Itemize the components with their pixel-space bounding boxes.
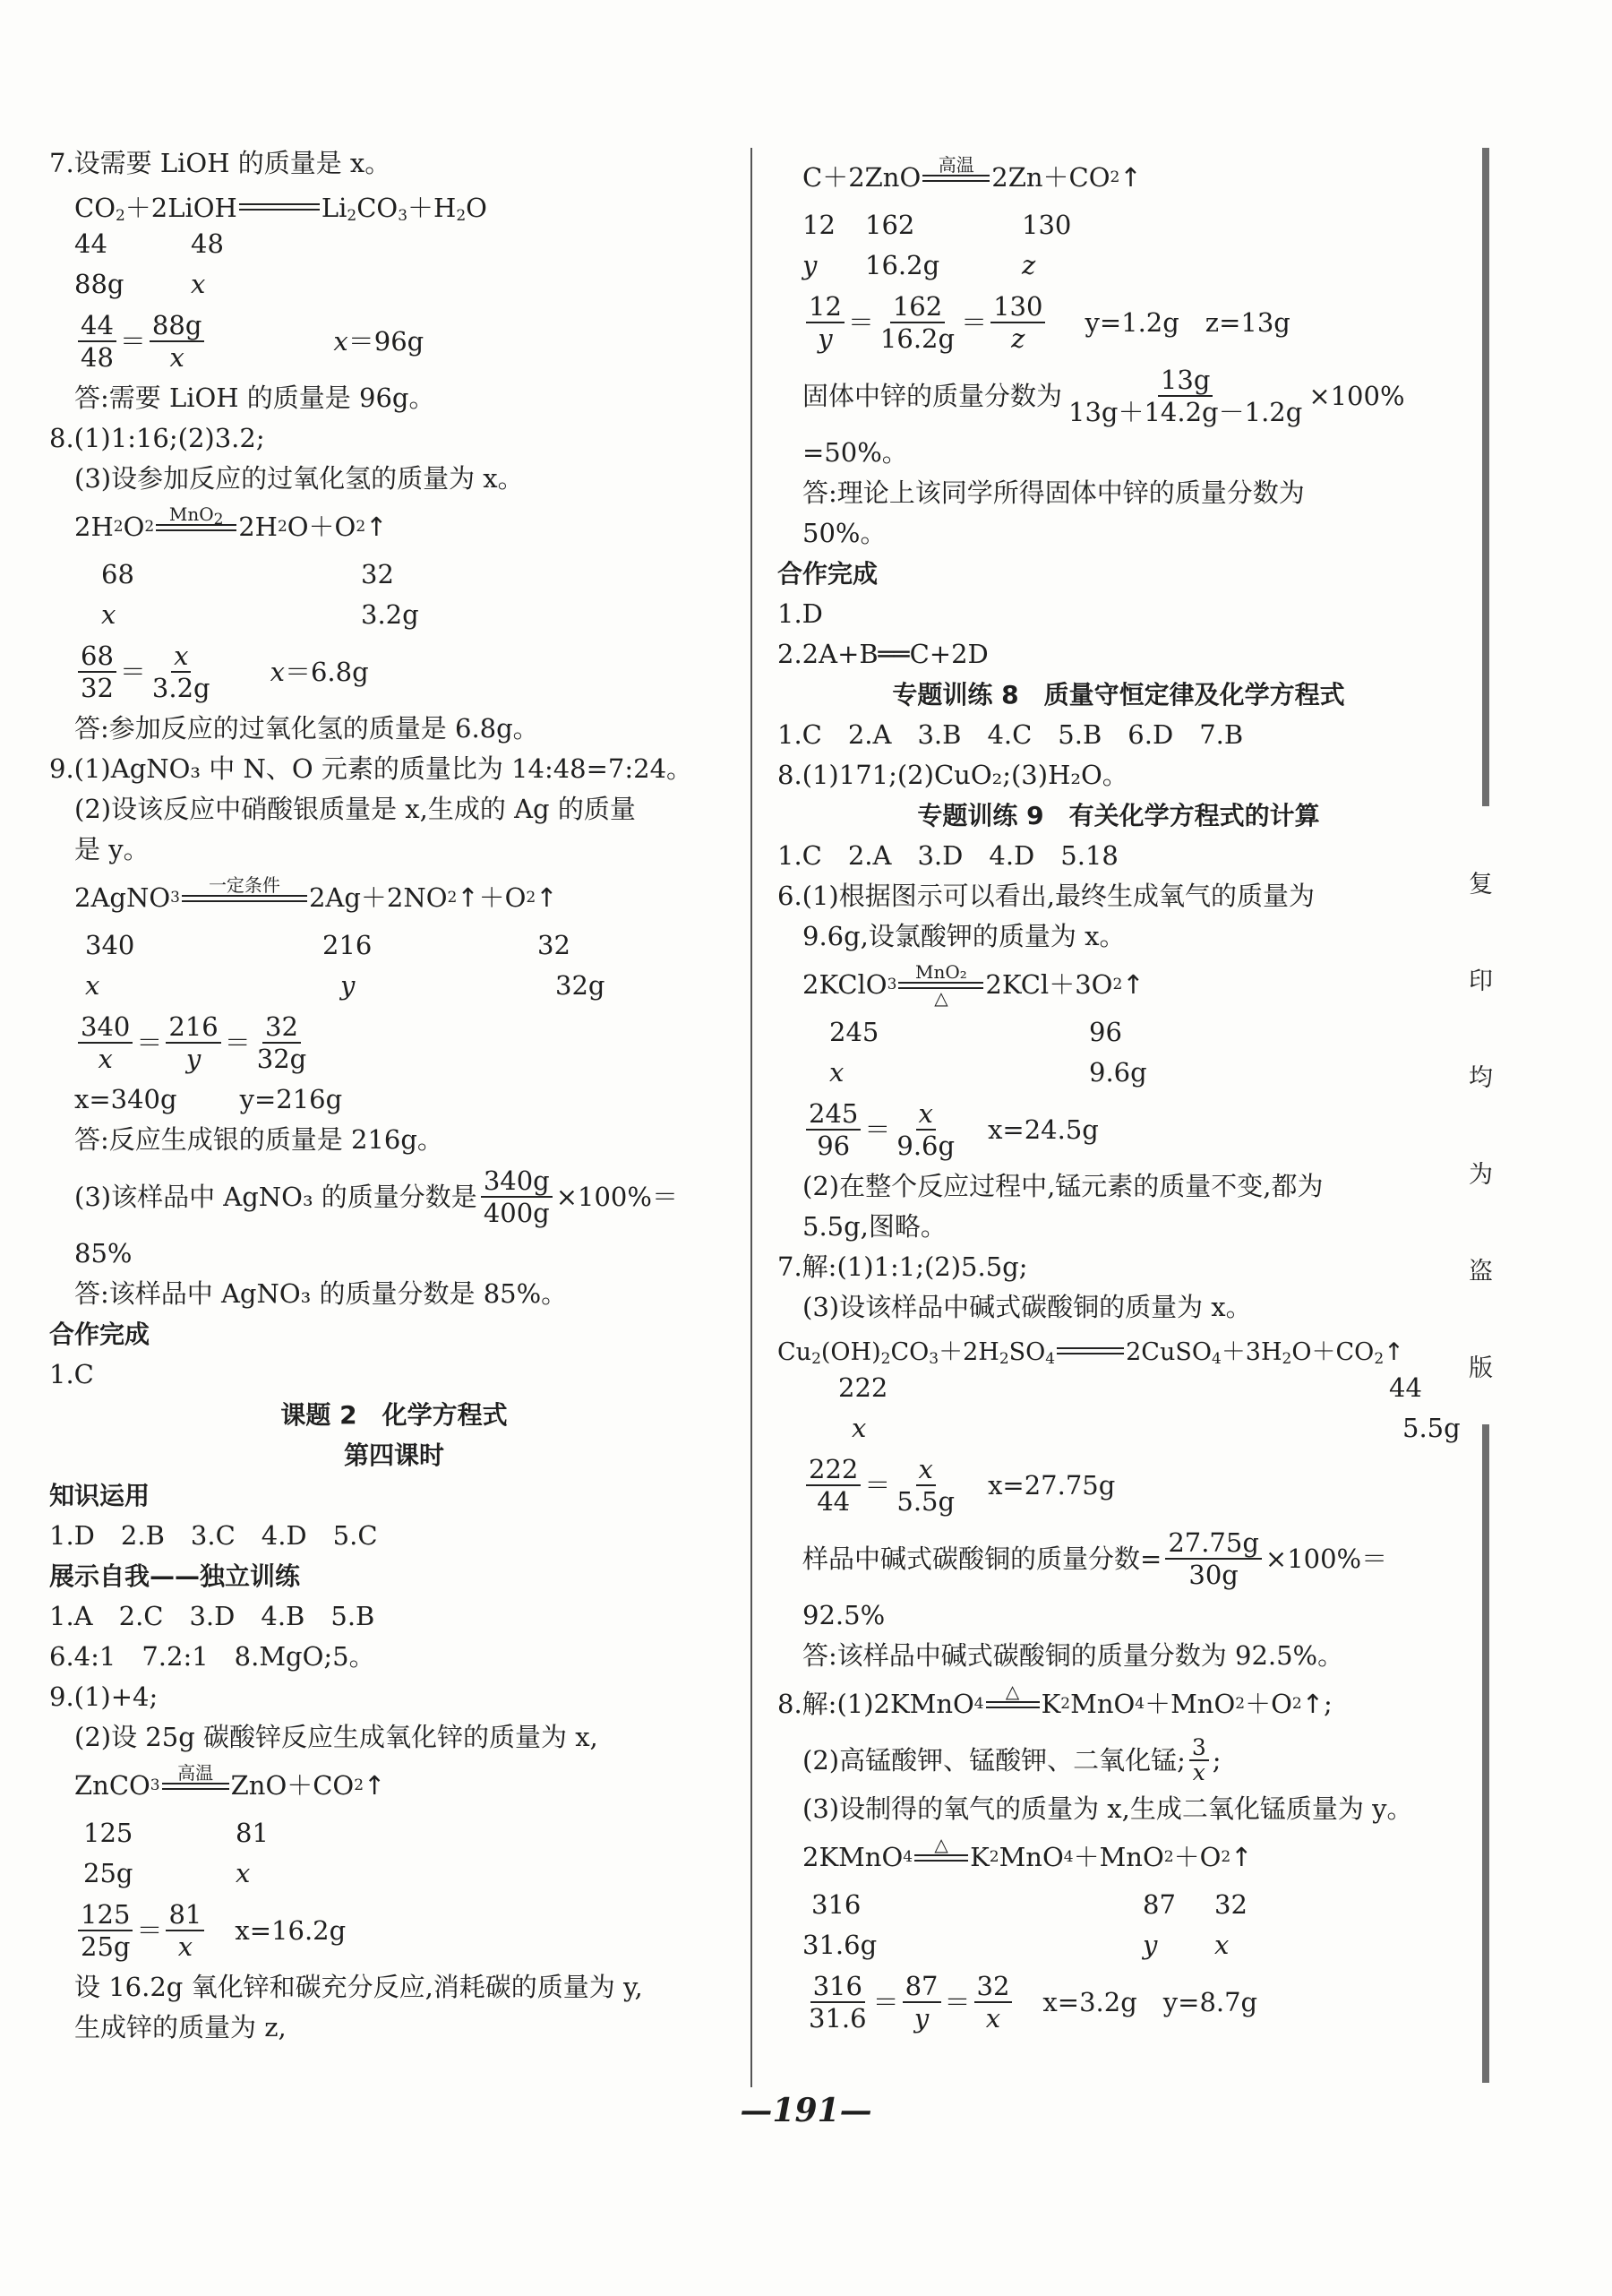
hezuo2-answer-1: 1.D [777,598,823,629]
kmno4-part2: (2)高锰酸钾、锰酸钾、二氧化锰; 3 x ; [802,1734,1222,1785]
q9-mass-values: x y 32g [85,970,605,1001]
zhishi-answers: 1.D 2.B 3.C 4.D 5.C [49,1520,378,1551]
q7-mass-values: 88g x [74,269,206,299]
topic-9-q7-part1: 7.解:(1)1:1;(2)5.5g; [777,1251,1028,1282]
right-column [777,150,1460,2039]
q8-answer: 答:参加反应的过氧化氢的质量是 6.8g。 [74,713,539,744]
cu-mass-ratio: 222 44 [838,1372,1422,1403]
zhanshi-answers-1: 1.A 2.C 3.D 4.B 5.B [49,1601,375,1631]
lesson-title: 课题 2 化学方程式 [280,1400,508,1430]
q7-setup: 7.设需要 LiOH 的质量是 x。 [49,148,391,178]
zn-fraction-result: =50%。 [802,437,908,468]
topic-8-answers-2: 8.(1)171;(2)CuO₂;(3)H₂O。 [777,760,1128,790]
q9b-mass-values: 25g x [83,1858,251,1888]
sidebar-char-4: 为 [1469,1161,1493,1189]
kmno4-part3: (3)设制得的氧气的质量为 x,生成二氧化锰质量为 y。 [802,1793,1413,1824]
zhanshi-answers-2: 6.4:1 7.2:1 8.MgO;5。 [49,1641,375,1672]
cu-mass-values: x 5.5g [852,1413,1461,1443]
column-divider [750,148,752,2087]
hezuo2-answer-2: 2.2A+B══C+2D [777,639,989,669]
kclo3-proportion: 245 96 ＝ x 9.6g x=24.5g [777,1093,1460,1166]
hezuo-answer: 1.C [49,1359,94,1389]
section-heading-hezuo-2: 合作完成 [777,559,879,589]
cu-proportion: 222 44 ＝ x 5.5g x=27.75g [777,1449,1460,1522]
cu-fraction-result: 92.5% [802,1600,886,1630]
q7-equation: $CO_2+2LiOH$ $Li_2CO_3+H_2O$ [74,193,487,225]
q9-part3-result: 85% [74,1238,133,1268]
sidebar-char-6: 版 [1469,1354,1493,1382]
topic-9-answers-1: 1.C 2.A 3.D 4.D 5.18 [777,840,1119,871]
q9-mass-ratio: 340 216 32 [85,930,570,960]
q9-part1: 9.(1)AgNO₃ 中 N、O 元素的质量比为 14:48=7:24。 [49,753,693,784]
q9b-part2: (2)设 25g 碳酸锌反应生成氧化锌的质量为 x, [74,1722,598,1752]
zn-answer-cont: 50%。 [802,518,887,548]
sidebar-char-1: 复 [1469,871,1493,899]
topic-9-title: 专题训练 9 有关化学方程式的计算 [917,801,1320,830]
kmno4-mass-values: 31.6g y x [802,1930,1230,1960]
kmno4-part1: 8.解:(1) 2KMnO 4 △ K 2 MnO 4 ＋MnO 2 ＋O 2 ↑ ; [777,1681,1333,1719]
q9-proportion: 340 x ＝ 216 y ＝ 32 32g [49,1006,739,1079]
topic-9-q6-part2: (2)在整个反应过程中,锰元素的质量不变,都为 [802,1171,1324,1201]
q9b-part1: 9.(1)+4; [49,1681,159,1712]
q9b-setup-2-cont: 生成锌的质量为 z, [74,2012,287,2042]
cu-equation: $Cu_2(OH)_2CO_3+2H_2SO_4$ $2CuSO_4+3H_2O+CO_2↑$ [777,1338,1404,1368]
topic-9-q7-part3: (3)设该样品中碱式碳酸铜的质量为 x。 [802,1292,1252,1322]
sidebar-char-2: 印 [1469,967,1493,995]
q9b-mass-ratio: 125 81 [83,1818,269,1848]
q9b-setup-2: 设 16.2g 氧化锌和碳充分反应,消耗碳的质量为 y, [74,1972,643,2002]
topic-9-q6-part2-cont: 5.5g,图略。 [802,1211,947,1242]
topic-8-answers-1: 1.C 2.A 3.B 4.C 5.B 6.D 7.B [777,719,1244,750]
zn-answer: 答:理论上该同学所得固体中锌的质量分数为 [802,477,1305,508]
sidebar-bar-bottom [1482,1424,1489,2083]
sidebar-bar-top [1482,148,1489,806]
zn-mass-ratio: 12 162 130 [802,210,1072,240]
q9-part2: (2)设该反应中硝酸银质量是 x,生成的 Ag 的质量 [74,794,636,824]
sidebar-char-5: 盗 [1469,1258,1493,1286]
q8-equation: 2H 2 O 2 MnO$_2$ 2H 2 O＋O 2 ↑ [74,503,388,542]
topic-9-q6-part1-cont: 9.6g,设氯酸钾的质量为 x。 [802,921,1126,951]
lesson-subtitle: 第四课时 [343,1440,444,1470]
section-heading-zhishi: 知识运用 [49,1481,150,1510]
q8-part3: (3)设参加反应的过氧化氢的质量为 x。 [74,463,524,494]
q9-part2-cont: 是 y。 [74,834,150,864]
kclo3-mass-values: x 9.6g [829,1057,1147,1088]
zn-mass-values: y 16.2g z [802,250,1036,280]
q7-proportion: 44 48 ＝ 88g x x ＝96g [49,305,739,378]
q9-answer: 答:反应生成银的质量是 216g。 [74,1124,443,1155]
cu-fraction-line: 样品中碱式碳酸铜的质量分数= $\frac{27.75g}{30g}$ ×100%＝ [802,1527,1388,1590]
q8-mass-values: x 3.2g [101,599,419,630]
sidebar-char-3: 均 [1469,1064,1493,1092]
q7-mass-ratio: 44 48 [74,228,224,259]
kmno4-equation: 2KMnO 4 △ K 2 MnO 4 ＋MnO 2 ＋O 2 ↑ [802,1834,1253,1872]
q9b-equation: ZnCO 3 高温 ZnO＋CO 2 ↑ [74,1762,386,1801]
q9-answer-2: 答:该样品中 AgNO₃ 的质量分数是 85%。 [74,1278,568,1309]
zn-fraction-line: 固体中锌的质量分数为 13g 13g＋14.2g－1.2g ×100% [802,365,1405,427]
zn-equation: C＋2ZnO 高温 2Zn＋CO 2 ↑ [802,154,1142,193]
topic-8-title: 专题训练 8 质量守恒定律及化学方程式 [892,680,1345,709]
q8-part1: 8.(1)1:16;(2)3.2; [49,423,265,453]
kmno4-proportion: 316 31.6 ＝ 87 y ＝ 32 x x=3.2g y=8.7g [809,1971,1258,2034]
kclo3-equation: 2KClO 3 MnO₂ △ 2KCl＋3O 2 ↑ [802,961,1145,1009]
q9-equation: 2AgNO 3 一定条件 2Ag＋2NO 2 ↑ ＋O 2 ↑ [74,874,558,913]
zn-proportion: 12 y ＝ 162 16.2g ＝ 130 z y=1.2g z=13g [777,286,1460,359]
cu-answer: 答:该样品中碱式碳酸铜的质量分数为 92.5%。 [802,1640,1344,1671]
topic-9-q6-part1: 6.(1)根据图示可以看出,最终生成氧气的质量为 [777,881,1315,911]
q8-mass-ratio: 68 32 [101,559,394,589]
q9-results: x=340g y=216g [74,1084,343,1114]
section-heading-hezuo: 合作完成 [49,1320,150,1349]
q9b-proportion: 125 25g ＝ 81 x x=16.2g [49,1894,739,1967]
section-heading-zhanshi: 展示自我——独立训练 [49,1561,301,1591]
kclo3-mass-ratio: 245 96 [829,1017,1122,1047]
kmno4-mass-ratio: 316 87 32 [811,1889,1248,1920]
q9-part3: (3)该样品中 AgNO₃ 的质量分数是 340g 400g ×100%＝ [74,1165,678,1228]
q7-answer: 答:需要 LiOH 的质量是 96g。 [74,383,435,413]
page-number: —191— [740,2092,872,2129]
q8-proportion: 68 32 ＝ x 3.2g x ＝6.8g [49,635,739,709]
left-column [49,143,739,2048]
